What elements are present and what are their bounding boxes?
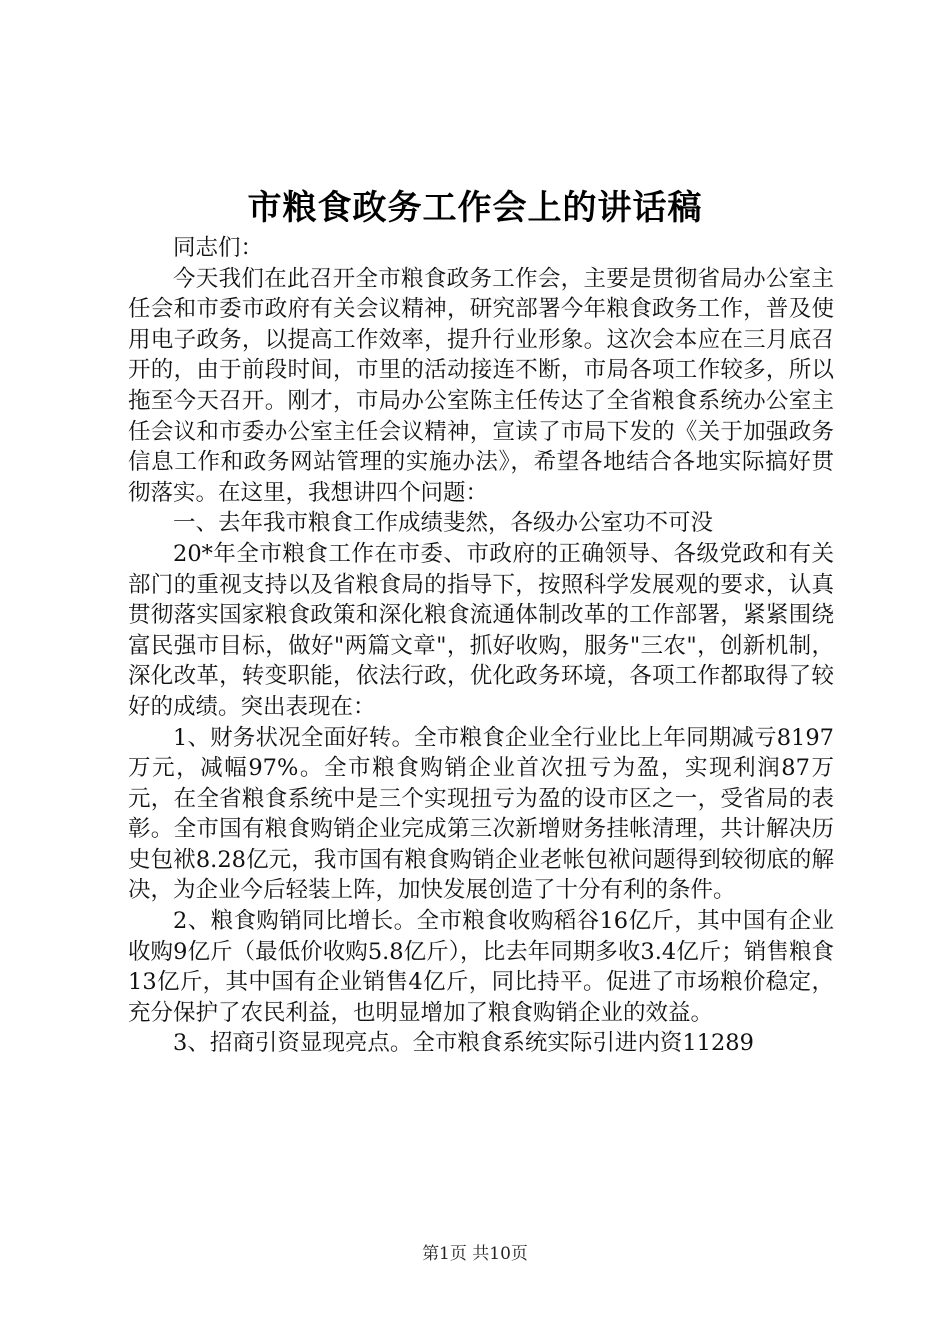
document-title: 市粮食政务工作会上的讲话稿 [247, 188, 703, 228]
salutation-paragraph: 同志们： [173, 235, 264, 261]
page-footer: 第1页 共10页 [422, 1244, 528, 1264]
investment-paragraph: 3、招商引资显现亮点。全市粮食系统实际引进内资11289 [173, 1030, 754, 1057]
finance-paragraph: 1、财务状况全面好转。全市粮食企业全行业比上年同期减亏8197万元，减幅97%。全市粮食购销企业首次扭亏为盈，实现利润87万元，在全省粮食系统中是三个实现扭亏为盈的设市区之一，受省局的表彰。全市国有粮食购销企业完成第三次新增财务挂帐清理，共计解决历史包袱8.28亿元，我市国有粮食购销企业老帐包袱问题得到较彻底的解决，为企业今后轻装上阵，加快发展创造了十分有利的条件。 [128, 724, 834, 904]
section-heading-1: 一、去年我市粮食工作成绩斐然，各级办公室功不可没 [173, 510, 714, 537]
grain-trade-paragraph: 2、粮食购销同比增长。全市粮食收购稻谷16亿斤，其中国有企业收购9亿斤（最低价收购5.8亿斤），比去年同期多收3.4亿斤；销售粮食13亿斤，其中国有企业销售4亿斤，同比持平。促进了市场粮价稳定，充分保护了农民利益，也明显增加了粮食购销企业的效益。 [128, 908, 834, 1026]
document-body [128, 233, 834, 1059]
achievement-summary-paragraph: 20*年全市粮食工作在市委、市政府的正确领导、各级党政和有关部门的重视支持以及省粮食局的指导下，按照科学发展观的要求，认真贯彻落实国家粮食政策和深化粮食流通体制改革的工作部署，紧紧围绕富民强市目标，做好"两篇文章"，抓好收购，服务"三农"，创新机制，深化改革，转变职能，依法行政，优化政务环境，各项工作都取得了较好的成绩。突出表现在： [128, 540, 834, 720]
intro-paragraph: 今天我们在此召开全市粮食政务工作会，主要是贯彻省局办公室主任会和市委市政府有关会议精神，研究部署今年粮食政务工作，普及使用电子政务，以提高工作效率，提升行业形象。这次会本应在三月底召开的，由于前段时间，市里的活动接连不断，市局各项工作较多，所以拖至今天召开。刚才，市局办公室陈主任传达了全省粮食系统办公室主任会议和市委办公室主任会议精神，宣读了市局下发的《关于加强政务信息工作和政务网站管理的实施办法》，希望各地结合各地实际搞好贯彻落实。在这里，我想讲四个问题： [128, 265, 834, 506]
